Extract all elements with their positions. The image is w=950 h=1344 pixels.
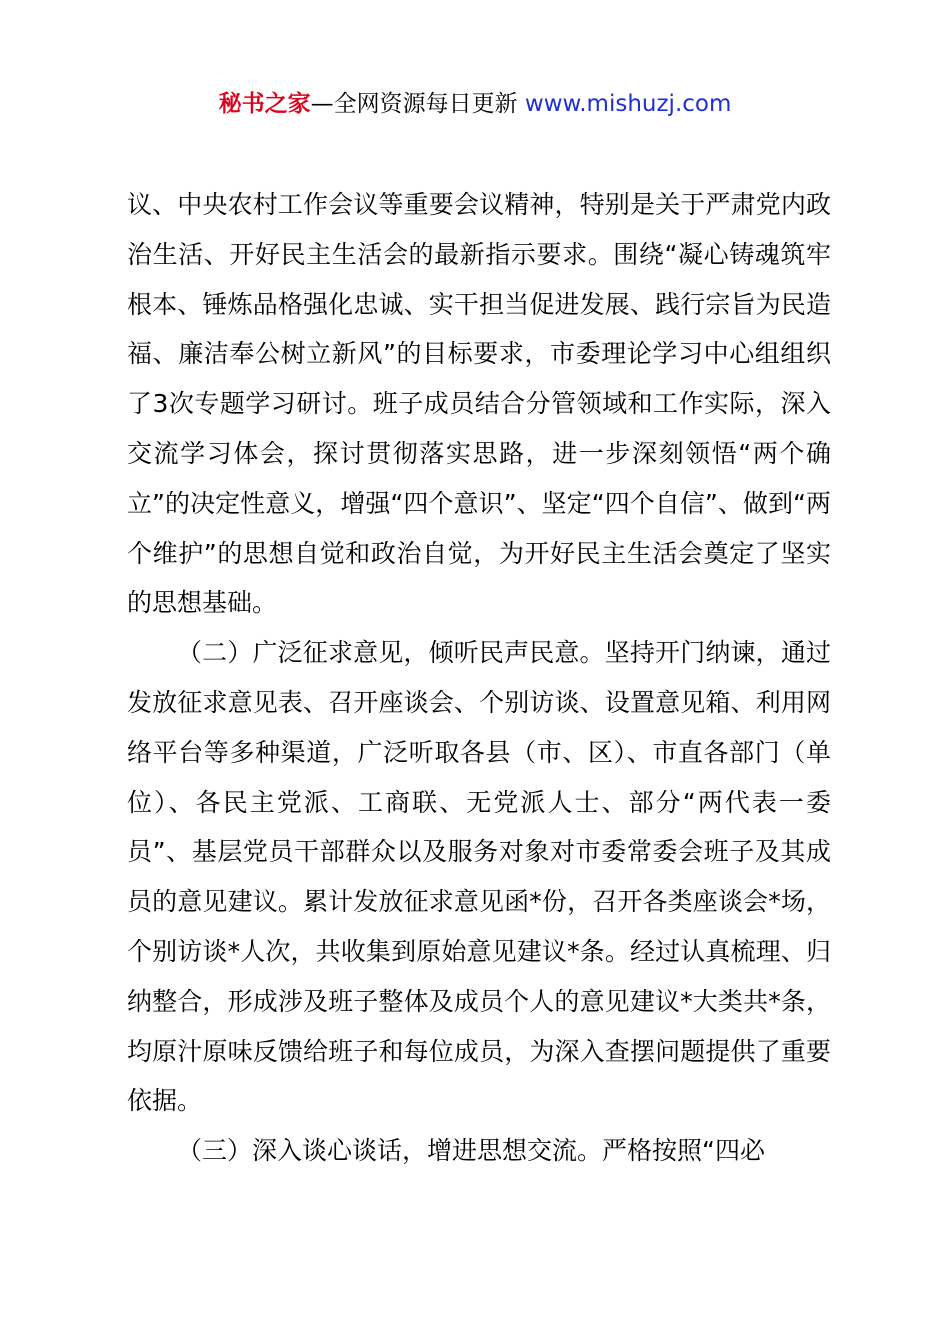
paragraph-heart-to-heart-talks: （三）深入谈心谈话，增进思想交流。严格按照“四必 [177, 1136, 765, 1166]
paragraph-continued: 议、中央农村工作会议等重要会议精神，特别是关于严肃党内政治生活、开好民主生活会的最新指示要求。围绕“凝心铸魂筑牢根本、锤炼品格强化忠诚、实干担当促进发展、践行宗旨为民造福、廉洁奉公树立新风”的目标要求，市委理论学习中心组组织了3次专题学习研讨。班子成员结合分管领域和工作实际，深入交流学习体会，探讨贯彻落实思路，进一步深刻领悟“两个确立”的决定性意义，增强“四个意识”、坚定“四个自信”、做到“两个维护”的思想自觉和政治自觉，为开好民主生活会奠定了坚实的思想基础。 [127, 190, 831, 618]
header-tagline: —全网资源每日更新 [310, 91, 518, 117]
document-body [127, 180, 831, 1176]
brand-name: 秘书之家 [218, 91, 311, 117]
page-header [0, 86, 950, 122]
paragraph-solicit-opinions: （二）广泛征求意见，倾听民声民意。坚持开门纳谏，通过发放征求意见表、召开座谈会、个别访谈、设置意见箱、利用网络平台等多种渠道，广泛听取各县（市、区）、市直各部门（单位）、各民主党派、工商联、无党派人士、部分“两代表一委员”、基层党员干部群众以及服务对象对市委常委会班子及其成员的意见建议。累计发放征求意见函*份，召开各类座谈会*场，个别访谈*人次，共收集到原始意见建议*条。经过认真梳理、归纳整合，形成涉及班子整体及成员个人的意见建议*大类共*条，均原汁原味反馈给班子和每位成员，为深入查摆问题提供了重要依据。 [127, 638, 831, 1116]
website-link[interactable]: www.mishuzj.com [524, 91, 732, 117]
